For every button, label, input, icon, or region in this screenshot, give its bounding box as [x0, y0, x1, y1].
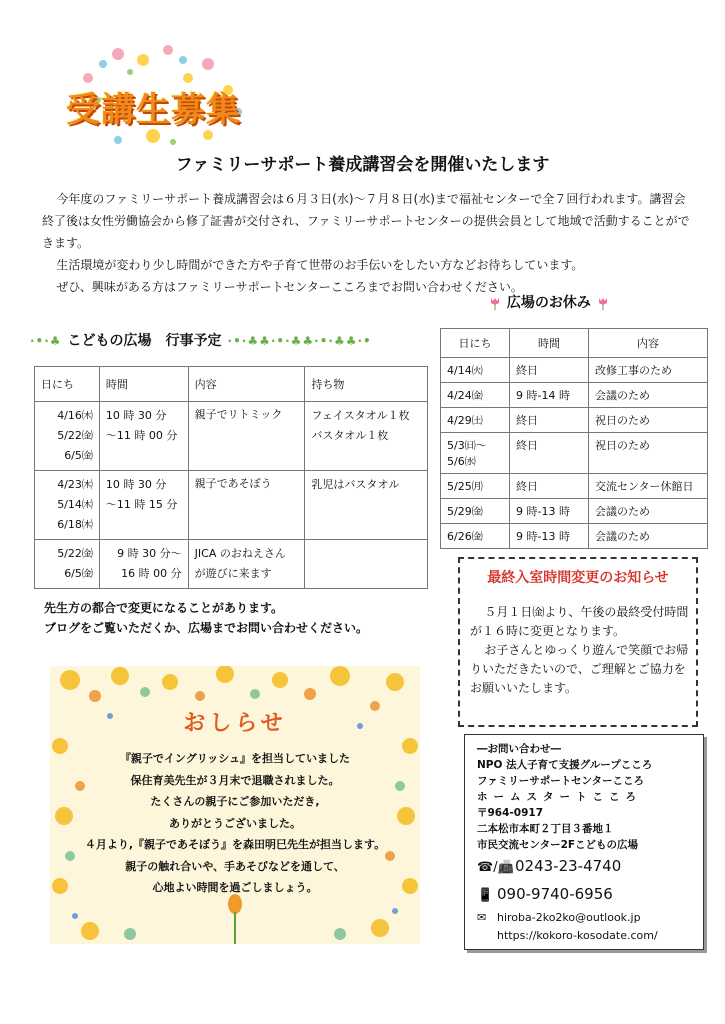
items-cell [305, 402, 428, 471]
notice-paragraph-1: ５月１日㈮より、午後の最終受付時間が１６時に変更となります。 [470, 605, 689, 638]
date-cell: 4/24㈮ [441, 383, 510, 408]
date-cell [35, 402, 100, 471]
content-cell: 祝日のため [589, 408, 708, 433]
clover-decoration: ·•·♣♣·•·♣♣·•·♣♣·• [227, 334, 372, 348]
table-row [441, 433, 708, 474]
content-cell: 会議のため [589, 524, 708, 549]
phone-fax-icon: ☎/📠 [477, 860, 514, 875]
date: 6/5㈮ [64, 567, 93, 580]
date: 5/22㈮ [57, 547, 93, 560]
item: バスタオル１枚 [311, 429, 389, 442]
mobile-icon: 📱 [477, 888, 494, 903]
table-row [35, 402, 428, 471]
table-header-row [35, 367, 428, 402]
time-cell: 終日 [510, 433, 589, 474]
oshirase-line: 心地よい時間を過ごしましょう。 [152, 881, 318, 894]
header-date: 日にち [441, 329, 510, 358]
date: 5/22㈮ [57, 429, 93, 442]
content-cell: 会議のため [589, 499, 708, 524]
table-row [441, 408, 708, 433]
table-row [441, 383, 708, 408]
oshirase-line: ありがとうございました。 [169, 816, 301, 830]
time: 16 時 00 分 [121, 567, 182, 580]
intro-paragraph-2: 生活環境が変わり少し時間ができた方や子育て世帯のお手伝いをしたい方などお待ちしています。 [56, 258, 584, 272]
table-row [35, 540, 428, 589]
date: 6/18㈭ [57, 518, 93, 531]
postal-code: 〒964-0917 [477, 807, 543, 819]
oshirase-line: ４月より,『親子であそぼう』を森田明巳先生が担当します。 [84, 838, 386, 851]
time-cell: 終日 [510, 474, 589, 499]
holiday-title [488, 292, 610, 312]
time: ～11 時 00 分 [105, 429, 178, 442]
time: 10 時 30 分 [105, 478, 167, 491]
holiday-title-text: 広場のお休み [506, 295, 591, 311]
intro-paragraph-3: ぜひ、興味がある方はファミリーサポートセンターこころまでお問い合わせください。 [56, 280, 523, 294]
table-row [441, 499, 708, 524]
date-cell: 5/29㈮ [441, 499, 510, 524]
time: 9 時 30 分～ [117, 547, 182, 560]
header-content: 内容 [188, 367, 305, 402]
tel-line [477, 853, 701, 881]
mobile-number[interactable]: 090-9740-6956 [497, 885, 613, 903]
item: 乳児はバスタオル [311, 478, 400, 491]
oshirase-line: 『親子でイングリッシュ』を担当していました [119, 752, 351, 765]
warning-line-1: 先生方の都合で変更になることがあります。 [44, 601, 284, 615]
header-time: 時間 [99, 367, 188, 402]
mail-icon: ✉ [477, 911, 487, 924]
time-cell: 終日 [510, 408, 589, 433]
oshirase-panel [50, 666, 420, 944]
table-row [35, 471, 428, 540]
page-title: ファミリーサポート養成講習会を開催いたします [175, 155, 550, 175]
date-cell [35, 471, 100, 540]
tulip-icon [488, 296, 502, 310]
content-cell: 親子であそぼう [188, 471, 305, 540]
schedule-title [30, 330, 435, 350]
time-cell [99, 471, 188, 540]
table-row [441, 474, 708, 499]
header-date: 日にち [35, 367, 100, 402]
contact-box [464, 734, 704, 950]
time-cell [99, 540, 188, 589]
table-row [441, 358, 708, 383]
items-cell [305, 540, 428, 589]
date: 4/23㈭ [57, 478, 93, 491]
address-line-1: 二本松市本町２丁目３番地１ [477, 823, 614, 835]
time-cell: 9 時-13 時 [510, 499, 589, 524]
oshirase-line: たくさんの親子にご参加いただき, [150, 795, 320, 808]
notice-box [458, 557, 698, 727]
date-cell: 6/26㈮ [441, 524, 510, 549]
notice-body [470, 603, 690, 698]
notice-paragraph-2: お子さんとゆっくり遊んで笑顔でお帰りいただきたいので、ご理解とご協力をお願いいたします。 [470, 643, 689, 695]
date-cell: 5/25㈪ [441, 474, 510, 499]
date-cell: 5/3㈰～ 5/6㈬ [441, 433, 510, 474]
date: 5/14㈭ [57, 498, 93, 511]
header-time: 時間 [510, 329, 589, 358]
content-cell [188, 540, 305, 589]
date-cell [35, 540, 100, 589]
time: 10 時 30 分 [105, 409, 167, 422]
intro-paragraph-1: 今年度のファミリーサポート養成講習会は６月３日(水)～７月８日(水)まで福祉センターで全７回行われます。講習会終了後は女性労働協会から修了証書が交付され、ファミリーサポートセンターの提供会員として地域で活動することができます。 [42, 192, 690, 250]
date-cell: 4/14㈫ [441, 358, 510, 383]
time-cell [99, 402, 188, 471]
org-name-2: ファミリーサポートセンターこころ [477, 775, 645, 787]
recruitment-banner: 受講生募集 [66, 90, 241, 130]
items-cell [305, 471, 428, 540]
clover-decoration: ·•·♣ [30, 334, 62, 348]
table-header-row [441, 329, 708, 358]
content-cell: 親子でリトミック [188, 402, 305, 471]
oshirase-title: おしらせ [183, 710, 287, 736]
email-address[interactable]: hiroba-2ko2ko@outlook.jp [497, 911, 641, 924]
holiday-table [440, 328, 708, 549]
tulip-icon [596, 296, 610, 310]
address-line-2: 市民交流センター2Fこどもの広場 [477, 839, 639, 851]
content-cell: 祝日のため [589, 433, 708, 474]
schedule-table [34, 366, 428, 589]
content-cell: 会議のため [589, 383, 708, 408]
intro-text [42, 188, 692, 298]
header-content: 内容 [589, 329, 708, 358]
org-name-1: NPO 法人子育て支援グループこころ [477, 759, 653, 771]
header-items: 持ち物 [305, 367, 428, 402]
content-cell: 改修工事のため [589, 358, 708, 383]
change-warning [44, 598, 444, 638]
oshirase-body [50, 748, 420, 899]
schedule-title-text: こどもの広場 行事予定 [67, 333, 222, 349]
notice-title: 最終入室時間変更のお知らせ [487, 570, 669, 586]
date: 4/16㈭ [57, 409, 93, 422]
website-url[interactable]: https://kokoro-kosodate.com/ [497, 929, 658, 942]
email-line [477, 909, 701, 927]
time: ～11 時 15 分 [105, 498, 178, 511]
time-cell: 終日 [510, 358, 589, 383]
content-line: が遊びに来ます [194, 567, 272, 580]
mobile-line [477, 881, 701, 909]
item: フェイスタオル１枚 [311, 409, 410, 422]
contact-header: ―お問い合わせ― [477, 743, 561, 755]
time-cell: 9 時-14 時 [510, 383, 589, 408]
date: 6/5㈮ [64, 449, 93, 462]
tel-number[interactable]: 0243-23-4740 [515, 857, 622, 875]
content-cell: 交流センター休館日 [589, 474, 708, 499]
org-name-3: ホームスタートこころ [477, 791, 642, 803]
oshirase-line: 親子の触れ合いや、手あそびなどを通して、 [125, 859, 345, 873]
content-line: JICA のおねえさん [194, 547, 286, 560]
time-cell: 9 時-13 時 [510, 524, 589, 549]
oshirase-line: 保住育美先生が３月末で退職されました。 [130, 773, 340, 787]
date-cell: 4/29㈯ [441, 408, 510, 433]
table-row [441, 524, 708, 549]
warning-line-2: ブログをご覧いただくか、広場までお問い合わせください。 [44, 621, 369, 635]
